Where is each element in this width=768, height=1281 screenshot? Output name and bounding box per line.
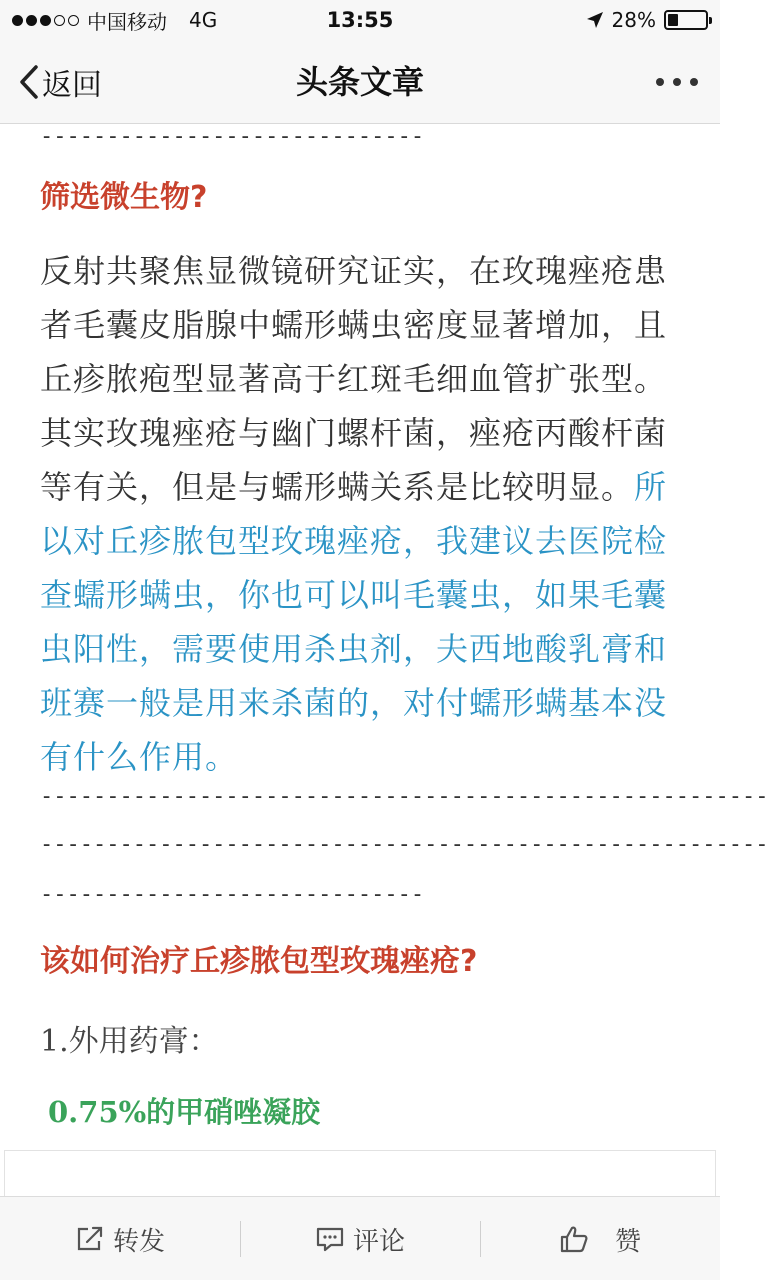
status-bar xyxy=(0,0,720,40)
highlighted-text: 所以对丘疹脓包型玫瑰痤疮，我建议去医院检查蠕形螨虫，你也可以叫毛囊虫，如果毛囊虫阳性，需要使用杀虫剂，夫西地酸乳膏和班赛一般是用来杀菌的，对付蠕形螨基本没有什么作用。 xyxy=(40,468,668,776)
divider: ----------------------------- xyxy=(40,124,425,149)
drug-name: 0.75%的甲硝唑凝胶 xyxy=(48,1095,321,1129)
thumbs-up-icon xyxy=(559,1224,589,1254)
comment-area[interactable] xyxy=(4,1150,716,1196)
forward-button[interactable] xyxy=(0,1197,240,1281)
more-dots-icon xyxy=(656,78,664,86)
status-right xyxy=(586,0,708,40)
bottom-action-bar xyxy=(0,1196,720,1280)
battery-percent: 28% xyxy=(611,8,656,32)
comment-button[interactable] xyxy=(240,1197,480,1281)
divider: ----------------------------- xyxy=(40,882,425,907)
section-heading: 筛选微生物? xyxy=(40,180,208,215)
back-label: 返回 xyxy=(42,68,102,103)
more-menu-button[interactable] xyxy=(656,40,698,124)
battery-fill xyxy=(668,14,678,26)
nav-bar xyxy=(0,40,720,124)
battery-icon xyxy=(664,10,708,30)
article-paragraph xyxy=(40,244,690,784)
list-item: 1.外用药膏： xyxy=(40,1024,219,1059)
forward-label: 转发 xyxy=(112,1226,165,1257)
paragraph-text: 反射共聚焦显微镜研究证实，在玫瑰痤疮患者毛囊皮脂腺中蠕形螨虫密度显著增加，且丘疹脓疱型显著高于红斑毛细血管扩张型。其实玫瑰痤疮与幽门螺杆菌，痤疮丙酸杆菌等有关，但是与蠕形螨关系是比较明显。 xyxy=(40,252,668,506)
like-button[interactable] xyxy=(480,1197,720,1281)
location-arrow-icon xyxy=(586,11,604,29)
share-icon xyxy=(75,1224,105,1254)
divider: ------------------------------------------------------- xyxy=(40,832,768,857)
section-heading: 该如何治疗丘疹脓包型玫瑰痤疮? xyxy=(40,944,478,979)
article-content xyxy=(40,124,768,1150)
status-time: 13:55 xyxy=(326,8,394,32)
divider: ------------------------------------------------------- xyxy=(40,784,768,809)
comment-icon xyxy=(315,1224,345,1254)
like-label: 赞 xyxy=(614,1226,641,1257)
carrier-label: 中国移动 xyxy=(87,9,167,34)
page-title: 头条文章 xyxy=(295,63,424,101)
network-label: 4G xyxy=(189,8,218,32)
comment-label: 评论 xyxy=(352,1226,405,1257)
